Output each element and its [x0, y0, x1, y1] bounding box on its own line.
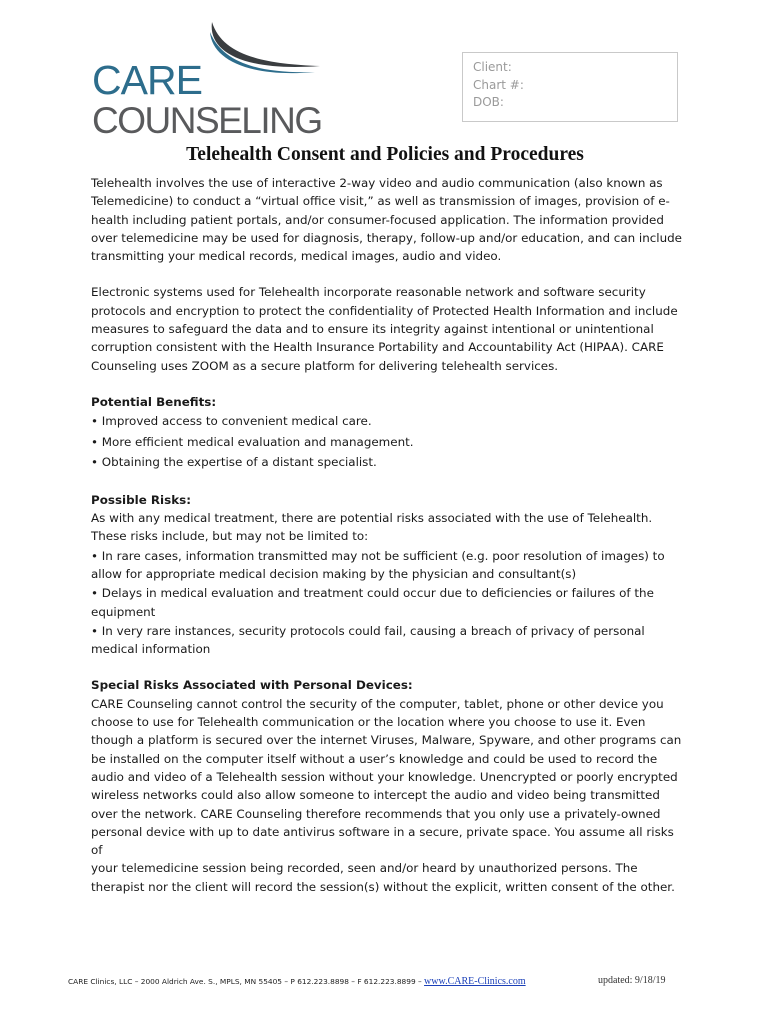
- text-line: As with any medical treatment, there are potential risks associated with the use of Telehealth.: [91, 511, 653, 526]
- chart-number-label: Chart #:: [473, 77, 524, 92]
- text-line: equipment: [91, 604, 156, 619]
- care-counseling-logo: [90, 20, 330, 141]
- client-info-box: [462, 52, 678, 122]
- benefits-heading: Potential Benefits:: [91, 394, 217, 409]
- text-line: protocols and encryption to protect the confidentiality of Protected Health Information and include: [91, 303, 678, 318]
- text-line: medical information: [91, 642, 211, 657]
- text-line: These risks include, but may not be limited to:: [91, 529, 369, 544]
- text-line: health including patient portals, and/or consumer-focused application. The information provided: [91, 212, 664, 227]
- text-line: therapist nor the client will record the session(s) without the explicit, written consent of the other.: [91, 879, 675, 894]
- text-line: CARE Counseling cannot control the security of the computer, tablet, phone or other device you: [91, 696, 664, 711]
- risk-item: • Delays in medical evaluation and treatment could occur due to deficiencies or failures of the: [91, 586, 654, 601]
- text-line: choose to use for Telehealth communication or the location where you choose to use it. Even: [91, 715, 646, 730]
- intro-paragraph: [91, 174, 685, 265]
- text-line: Counseling uses ZOOM as a secure platform for delivering telehealth services.: [91, 358, 559, 373]
- text-line: audio and video of a Telehealth session without your knowledge. Unencrypted or poorly encrypted: [91, 769, 678, 784]
- text-line: over telemedicine may be used for diagnosis, therapy, follow-up and/or education, and can include: [91, 230, 683, 245]
- text-line: your telemedicine session being recorded, seen and/or heard by unauthorized persons. The: [91, 861, 638, 876]
- risks-heading: Possible Risks:: [91, 492, 191, 507]
- text-line: transmitting your medical records, medical images, audio and video.: [91, 249, 502, 264]
- updated-date: updated: 9/18/19: [598, 975, 666, 986]
- text-line: Telehealth involves the use of interactive 2-way video and audio communication (also known as: [91, 176, 663, 190]
- footer-address: CARE Clinics, LLC – 2000 Aldrich Ave. S., MPLS, MN 55405 – P 612.223.8898 – F 612.223.8899 –: [68, 977, 425, 986]
- risks-section: [91, 491, 685, 659]
- page-footer: [68, 976, 688, 987]
- document-body: [91, 174, 685, 896]
- text-line: corruption consistent with the Health Insurance Portability and Accountability Act (HIPAA). CARE: [91, 340, 664, 355]
- text-line: Telemedicine) to conduct a “virtual office visit,” as well as transmission of images, provision of e-: [91, 194, 670, 209]
- text-line: measures to safeguard the data and to ensure its integrity against intentional or unintentional: [91, 322, 654, 337]
- risk-item: • In very rare instances, security protocols could fail, causing a breach of privacy of personal: [91, 623, 645, 638]
- client-label: Client:: [473, 60, 512, 74]
- special-risks-section: [91, 676, 685, 896]
- benefit-item: • Improved access to convenient medical care.: [91, 414, 372, 429]
- text-line: wireless networks could also allow someone to intercept the audio and video being transmitted: [91, 788, 660, 803]
- document-title: Telehealth Consent and Policies and Procedures: [186, 144, 584, 165]
- text-line: Electronic systems used for Telehealth incorporate reasonable network and software security: [91, 285, 646, 300]
- benefits-section: [91, 393, 685, 473]
- benefit-item: • Obtaining the expertise of a distant specialist.: [91, 455, 377, 470]
- risk-item: • In rare cases, information transmitted may not be sufficient (e.g. poor resolution of images) to: [91, 548, 665, 563]
- systems-paragraph: [91, 283, 685, 374]
- dob-label: DOB:: [473, 95, 504, 109]
- special-risks-heading: Special Risks Associated with Personal Devices:: [91, 678, 413, 693]
- text-line: allow for appropriate medical decision making by the physician and consultant(s): [91, 566, 577, 581]
- logo-text-care: CARE: [92, 57, 202, 103]
- logo-text-counseling: COUNSELING: [92, 100, 322, 141]
- website-link[interactable]: www.CARE-Clinics.com: [424, 976, 526, 987]
- text-line: be installed on the computer itself without a user’s knowledge and could be used to record the: [91, 751, 658, 766]
- text-line: over the network. CARE Counseling therefore recommends that you only use a privately-owned: [91, 806, 661, 821]
- benefit-item: • More efficient medical evaluation and management.: [91, 434, 414, 449]
- text-line: though a platform is secured over the internet Viruses, Malware, Spyware, and other programs can: [91, 733, 682, 748]
- text-line: personal device with up to date antivirus software in a secure, private space. You assume all risks of: [91, 824, 674, 858]
